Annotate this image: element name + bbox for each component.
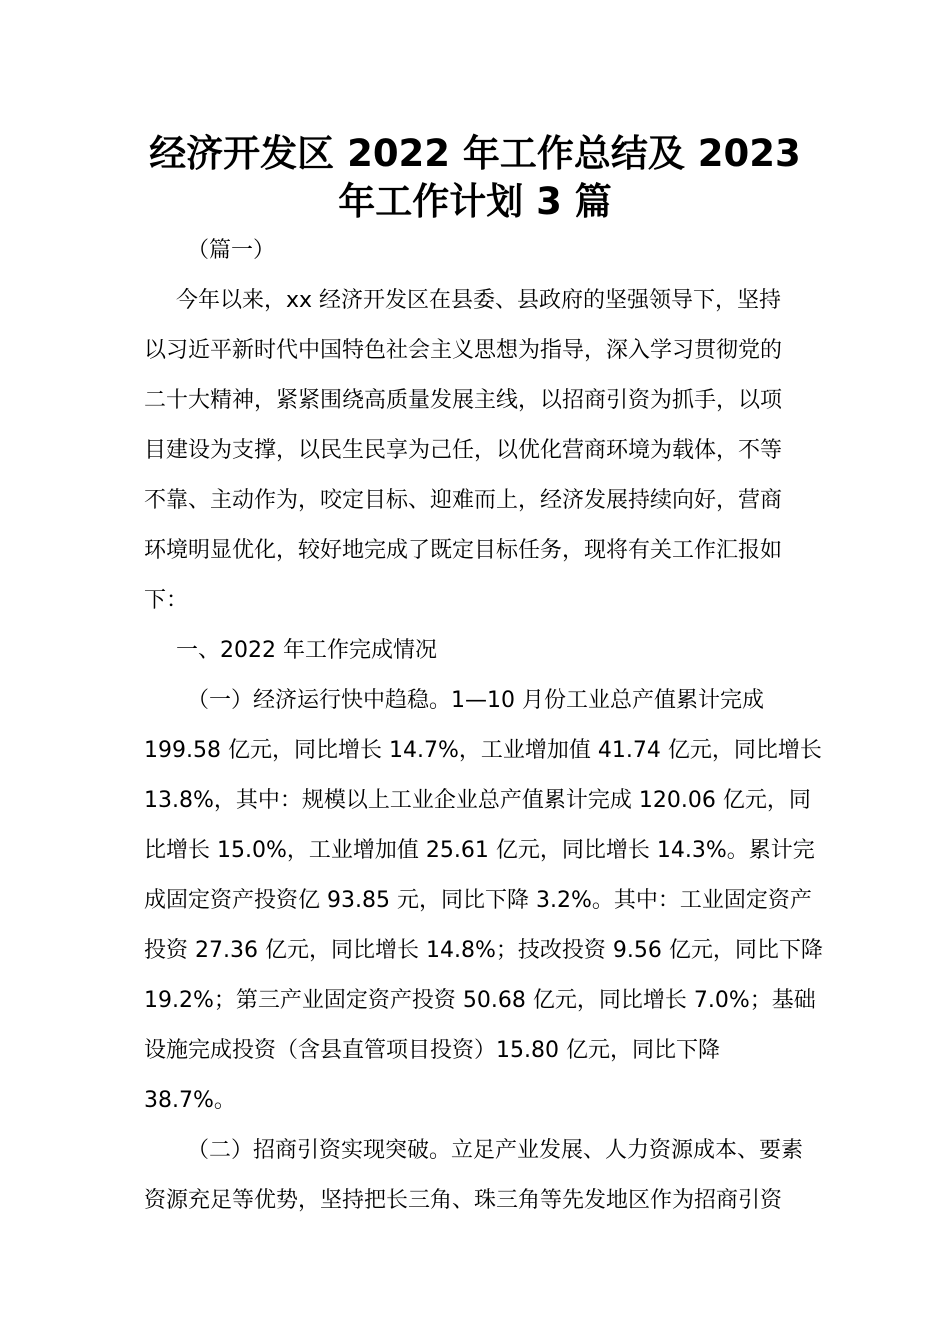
body-line: 目建设为支撑，以民生民享为己任，以优化营商环境为载体，不等	[144, 438, 783, 463]
body-line: 环境明显优化，较好地完成了既定目标任务，现将有关工作汇报如	[144, 538, 783, 563]
body-line: 19.2%；第三产业固定资产投资 50.68 亿元，同比增长 7.0%；基础	[144, 988, 816, 1013]
body-line: 二十大精神，紧紧围绕高质量发展主线，以招商引资为抓手，以项	[144, 388, 783, 413]
section-heading: 一、2022 年工作完成情况	[176, 638, 437, 663]
body-line: 不靠、主动作为，咬定目标、迎难而上，经济发展持续向好，营商	[144, 488, 783, 513]
document-title-line-1: 经济开发区 2022 年工作总结及 2023	[149, 132, 801, 175]
body-line: 今年以来，xx 经济开发区在县委、县政府的坚强领导下，坚持	[176, 288, 782, 313]
subsection-line: （二）招商引资实现突破。立足产业发展、人力资源成本、要素	[187, 1138, 804, 1163]
body-line: 以习近平新时代中国特色社会主义思想为指导，深入学习贯彻党的	[144, 338, 783, 363]
body-line: 199.58 亿元，同比增长 14.7%，工业增加值 41.74 亿元，同比增长	[144, 738, 822, 763]
document-title-line-2: 年工作计划 3 篇	[338, 180, 612, 223]
body-line: 投资 27.36 亿元，同比增长 14.8%；技改投资 9.56 亿元，同比下降	[144, 938, 823, 963]
body-line: 13.8%，其中：规模以上工业企业总产值累计完成 120.06 亿元，同	[144, 788, 811, 813]
body-line: 资源充足等优势，坚持把长三角、珠三角等先发地区作为招商引资	[144, 1188, 783, 1213]
body-line: 38.7%。	[144, 1088, 236, 1113]
body-line: 比增长 15.0%，工业增加值 25.61 亿元，同比增长 14.3%。累计完	[144, 838, 815, 863]
subsection-line: （一）经济运行快中趋稳。1—10 月份工业总产值累计完成	[187, 688, 764, 713]
body-line: 下：	[144, 588, 189, 613]
part-label: （篇一）	[187, 238, 276, 263]
body-line: 成固定资产投资亿 93.85 元，同比下降 3.2%。其中：工业固定资产	[144, 888, 812, 913]
body-line: 设施完成投资（含县直管项目投资）15.80 亿元，同比下降	[144, 1038, 720, 1063]
